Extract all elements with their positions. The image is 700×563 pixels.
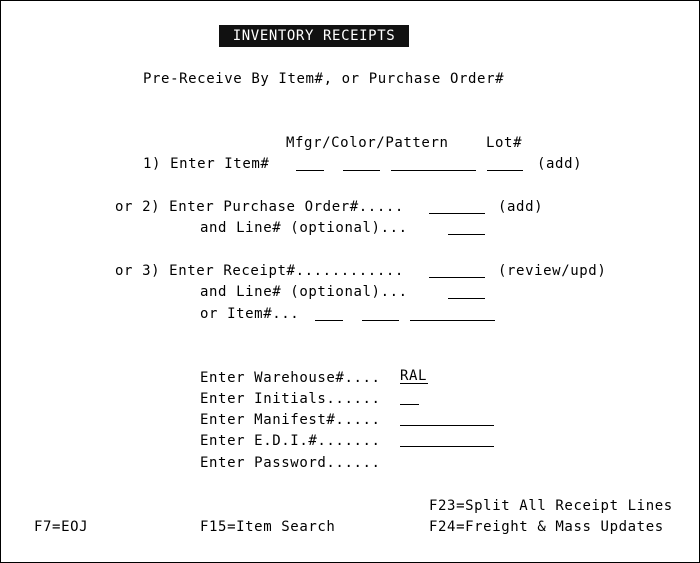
option2-line-label: and Line# (optional)...	[200, 220, 408, 236]
option1-action: (add)	[537, 156, 583, 172]
po-line-input[interactable]	[448, 220, 485, 235]
f24-key[interactable]: F24=Freight & Mass Updates	[429, 519, 664, 535]
screen-title: INVENTORY RECEIPTS	[219, 25, 409, 47]
receipt-item-color-input[interactable]	[362, 306, 399, 321]
option1-label: 1) Enter Item#	[143, 156, 270, 172]
option2-label: or 2) Enter Purchase Order#.....	[115, 199, 404, 215]
edi-label: Enter E.D.I.#.......	[200, 433, 381, 449]
option3-action: (review/upd)	[498, 263, 607, 279]
password-input[interactable]	[400, 454, 494, 468]
item-color-input[interactable]	[343, 156, 380, 171]
screen-subtitle: Pre-Receive By Item#, or Purchase Order#	[143, 71, 505, 87]
warehouse-input[interactable]	[400, 369, 428, 384]
lot-header: Lot#	[486, 135, 523, 151]
item-pattern-input[interactable]	[391, 156, 476, 171]
receipt-item-mfgr-input[interactable]	[315, 306, 343, 321]
mfgr-color-pattern-header: Mfgr/Color/Pattern	[286, 135, 449, 151]
receipt-input[interactable]	[429, 263, 485, 278]
option3-item-label: or Item#...	[200, 306, 300, 322]
password-label: Enter Password......	[200, 455, 381, 471]
receipt-item-pattern-input[interactable]	[410, 306, 495, 321]
edi-input[interactable]	[400, 432, 494, 447]
initials-input[interactable]	[400, 390, 419, 405]
manifest-input[interactable]	[400, 411, 494, 426]
purchase-order-input[interactable]	[429, 199, 485, 214]
f15-key[interactable]: F15=Item Search	[200, 519, 336, 535]
option3-line-label: and Line# (optional)...	[200, 284, 408, 300]
f23-key[interactable]: F23=Split All Receipt Lines	[429, 498, 673, 514]
item-lot-input[interactable]	[487, 156, 523, 171]
f7-key[interactable]: F7=EOJ	[34, 519, 89, 535]
item-mfgr-input[interactable]	[296, 156, 324, 171]
initials-label: Enter Initials......	[200, 391, 381, 407]
option2-action: (add)	[498, 199, 544, 215]
warehouse-label: Enter Warehouse#....	[200, 370, 381, 386]
option3-label: or 3) Enter Receipt#............	[115, 263, 404, 279]
receipt-line-input[interactable]	[448, 284, 485, 299]
manifest-label: Enter Manifest#.....	[200, 412, 381, 428]
